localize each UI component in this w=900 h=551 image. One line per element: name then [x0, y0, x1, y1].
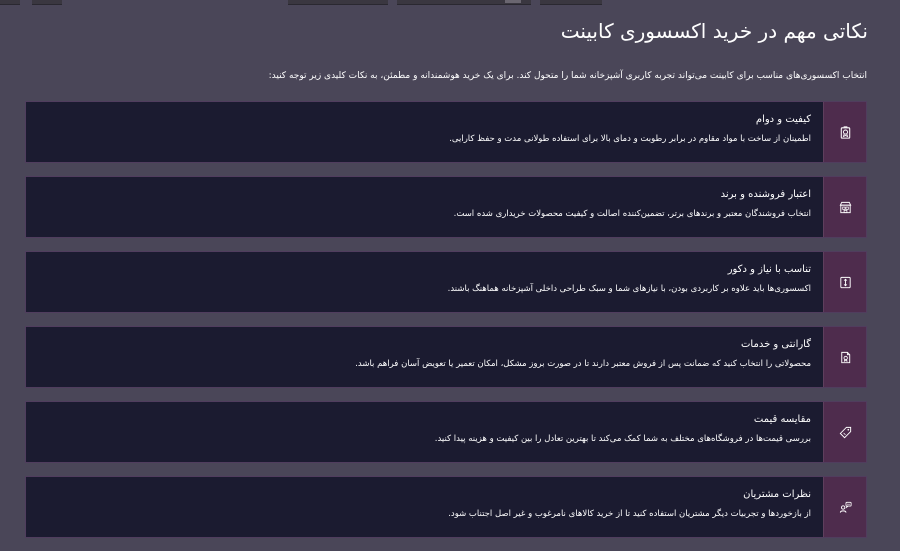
warranty-document-icon [838, 350, 853, 365]
card-body [26, 327, 823, 387]
tip-title: نظرات مشتریان [743, 489, 811, 500]
card-icon-panel [823, 327, 866, 387]
store-icon [838, 200, 853, 215]
tip-title: اعتبار فروشنده و برند [720, 189, 811, 200]
tip-description: از بازخوردها و تجربیات دیگر مشتریان استفاده کنید تا از خرید کالاهای نامرغوب و غیر اصل اجتناب شود. [448, 509, 811, 519]
card-body [26, 252, 823, 312]
quality-badge-icon [838, 125, 853, 140]
tip-card-price [25, 401, 867, 463]
tip-description: بررسی قیمت‌ها در فروشگاه‌های مختلف به شما کمک می‌کند تا بهترین تعادل را بین کیفیت و هزینه پیدا کنید. [434, 434, 811, 444]
tip-description: محصولاتی را انتخاب کنید که ضمانت پس از فروش معتبر دارند تا در صورت بروز مشکل، امکان تعمیر یا تعویض آسان فراهم باشد. [355, 359, 811, 369]
tip-card-quality [25, 101, 867, 163]
tip-card-warranty [25, 326, 867, 388]
tip-description: اکسسوری‌ها باید علاوه بر کاربردی بودن، با نیازهای شما و سبک طراحی داخلی آشپزخانه هماهنگ باشند. [447, 284, 811, 294]
tip-title: تناسب با نیاز و دکور [727, 264, 811, 275]
page-title: نکاتی مهم در خرید اکسسوری کابینت [560, 19, 868, 43]
intro-text: انتخاب اکسسوری‌های مناسب برای کابینت می‌تواند تجربه کاربری آشپزخانه شما را متحول کند. برای یک خرید هوشمندانه و مطمئن، به نکات کلیدی زیر توجه کنید: [268, 71, 867, 81]
card-icon-panel [823, 177, 866, 237]
card-icon-panel [823, 102, 866, 162]
card-icon-panel [823, 402, 866, 462]
card-icon-panel [823, 477, 866, 537]
card-icon-panel [823, 252, 866, 312]
tip-title: گارانتی و خدمات [741, 339, 811, 350]
price-tag-icon [838, 425, 853, 440]
tip-title: مقایسه قیمت [753, 414, 811, 425]
tip-description: اطمینان از ساخت با مواد مقاوم در برابر رطوبت و دمای بالا برای استفاده طولانی مدت و حفظ کارایی. [449, 134, 811, 144]
user-reviews-icon [838, 500, 853, 515]
card-body [26, 102, 823, 162]
tip-title: کیفیت و دوام [755, 114, 811, 125]
tip-card-vendor [25, 176, 867, 238]
ruler-icon [838, 275, 853, 290]
tips-list [25, 101, 867, 551]
tip-card-reviews [25, 476, 867, 538]
tip-card-fit [25, 251, 867, 313]
tip-description: انتخاب فروشندگان معتبر و برندهای برتر، تضمین‌کننده اصالت و کیفیت محصولات خریداری شده است. [453, 209, 811, 219]
card-body [26, 477, 823, 537]
card-body [26, 177, 823, 237]
card-body [26, 402, 823, 462]
